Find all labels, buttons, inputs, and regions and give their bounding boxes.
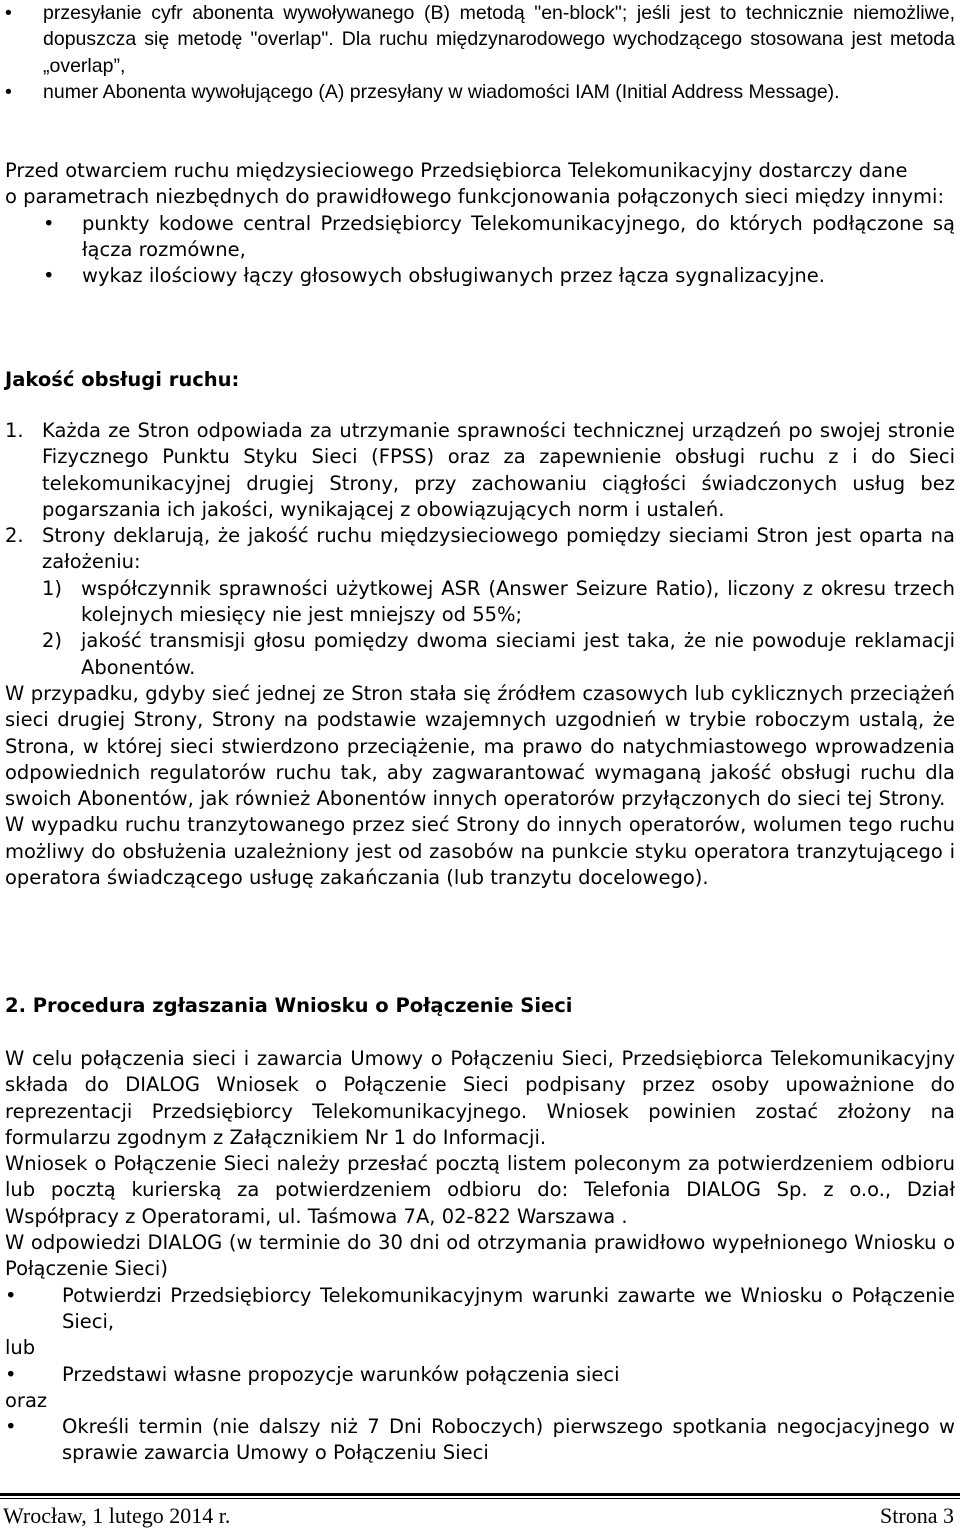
paragraph-line: o parametrach niezbędnych do prawidłowego funkcjonowania połączonych sieci między innymi: [5,185,945,209]
parameters-section [5,158,955,289]
list-item-text: Określi termin (nie dalszy niż 7 Dni Roboczych) pierwszego spotkania negocjacyjnego w sprawie zawarcia Umowy o Połączeniu Sieci [62,1415,955,1465]
quality-section [5,418,955,891]
list-item-text: przesyłanie cyfr abonenta wywoływanego (B) metodą "en-block"; jeśli jest to technicznie niemożliwe, dopuszcza się metodę "overlap". Dla ruchu międzynarodowego wychodzącego stosowana jest metoda „overlap”, [43,2,955,77]
bullet-icon: • [5,1362,17,1386]
list-item [5,0,955,79]
paragraph: W odpowiedzi DIALOG (w terminie do 30 dni od otrzymania prawidłowo wypełnionego Wniosku o Połączenie Sieci) [5,1231,955,1281]
page-number: Strona 3 [880,1503,954,1528]
paragraph: W przypadku, gdyby sieć jednej ze Stron stała się źródłem czasowych lub cyklicznych przeciążeń sieci drugiej Strony, Strony na podstawie wzajemnych uzgodnień w trybie roboczym ustalą, że Strona, w której sieci stwierdzono przeciążenie, ma prawo do natychmiastowego wprowadzenia odpowiednich regulatorów ruchu tak, aby zagwarantować wymaganą jakość obsługi ruchu dla swoich Abonentów, jak również Abonentów innych operatorów przyłączonych do sieci tej Strony. [5,681,955,811]
item-number: 2) [42,629,63,653]
bullet-icon: • [43,264,55,288]
bullet-icon: • [5,2,12,24]
item-text: Każda ze Stron odpowiada za utrzymanie sprawności technicznej urządzeń po swojej stronie Fizycznego Punktu Styku Sieci (FPSS) oraz za zapewnienie obsługi ruchu z i do Sieci telekomunikacyjnej drugiej Strony, przy zachowaniu ciągłości świadczonych usług bez pogarszania ich jakości, wynikającej z obowiązujących norm i ustaleń. [42,419,955,521]
list-item-text: numer Abonenta wywołującego (A) przesyłany w wiadomości IAM (Initial Address Message). [43,80,840,103]
sub-item [5,576,955,629]
list-item [5,79,955,105]
paragraph: W wypadku ruchu tranzytowanego przez sieć Strony do innych operatorów, wolumen tego ruchu możliwy do obsłużenia uzależniony jest od zasobów na punkcie styku operatora tranzytującego i operatora świadczącego usługę zakańczania (lub tranzytu docelowego). [5,813,955,890]
footer-date: Wrocław, 1 lutego 2014 r. [3,1503,231,1528]
paragraph: Wniosek o Połączenie Sieci należy przesłać pocztą listem poleconym za potwierdzeniem odbioru lub pocztą kurierską za potwierdzeniem odbioru do: Telefonia DIALOG Sp. z o.o., Dział Współpracy z Operatorami, ul. Taśmowa 7A, 02-822 Warszawa . [5,1152,955,1228]
paragraph-line: Przed otwarciem ruchu międzysieciowego Przedsiębiorca Telekomunikacyjny dostarczy dane [5,159,908,182]
bullet-icon: • [5,1415,17,1439]
bullet-icon: • [43,211,55,235]
list-item-text: Przedstawi własne propozycje warunków połączenia sieci [62,1362,620,1386]
paragraph: W celu połączenia sieci i zawarcia Umowy o Połączeniu Sieci, Przedsiębiorca Telekomunikacyjny składa do DIALOG Wniosek o Połączenie Sieci podpisany przez osoby upoważnione do reprezentacji Przedsiębiorcy Telekomunikacyjnego. Wniosek powinien zostać złożony na formularzu zgodnym z Załącznikiem Nr 1 do Informacji. [5,1047,955,1149]
list-item [5,1283,955,1336]
list-item [5,263,955,289]
item-text: Strony deklarują, że jakość ruchu międzysieciowego pomiędzy sieciami Stron jest oparta na założeniu: [42,524,955,574]
section-heading: Jakość obsługi ruchu: [5,368,240,391]
item-text: jakość transmisji głosu pomiędzy dwoma sieciami jest taka, że nie powoduje reklamacji Abonentów. [81,629,955,679]
bullet-icon: • [5,80,12,103]
section-heading: 2. Procedura zgłaszania Wniosku o Połączenie Sieci [5,994,573,1017]
item-text: współczynnik sprawności użytkowej ASR (Answer Seizure Ratio), liczony z okresu trzech kolejnych miesięcy nie jest mniejszy od 55%; [81,576,955,627]
page-footer [0,1493,960,1529]
list-item [5,1414,955,1467]
item-number: 1. [5,419,24,442]
item-number: 2. [5,524,24,548]
sub-item [5,628,955,681]
list-item [5,1362,955,1388]
conjunction: oraz [5,1388,48,1412]
item-number: 1) [42,576,63,600]
list-item-text: punkty kodowe central Przedsiębiorcy Telekomunikacyjnego, do których podłączone są łącza rozmówne, [82,211,955,261]
list-item [5,211,955,264]
conjunction: lub [5,1336,36,1360]
procedure-section [5,1046,955,1467]
intro-bullet-list [5,0,955,105]
numbered-item [5,523,955,576]
bullet-icon: • [5,1283,17,1307]
list-item-text: wykaz ilościowy łączy głosowych obsługiwanych przez łącza sygnalizacyjne. [82,264,825,288]
list-item-text: Potwierdzi Przedsiębiorcy Telekomunikacyjnym warunki zawarte we Wniosku o Połączenie Sieci, [62,1283,955,1333]
numbered-item [5,418,955,523]
